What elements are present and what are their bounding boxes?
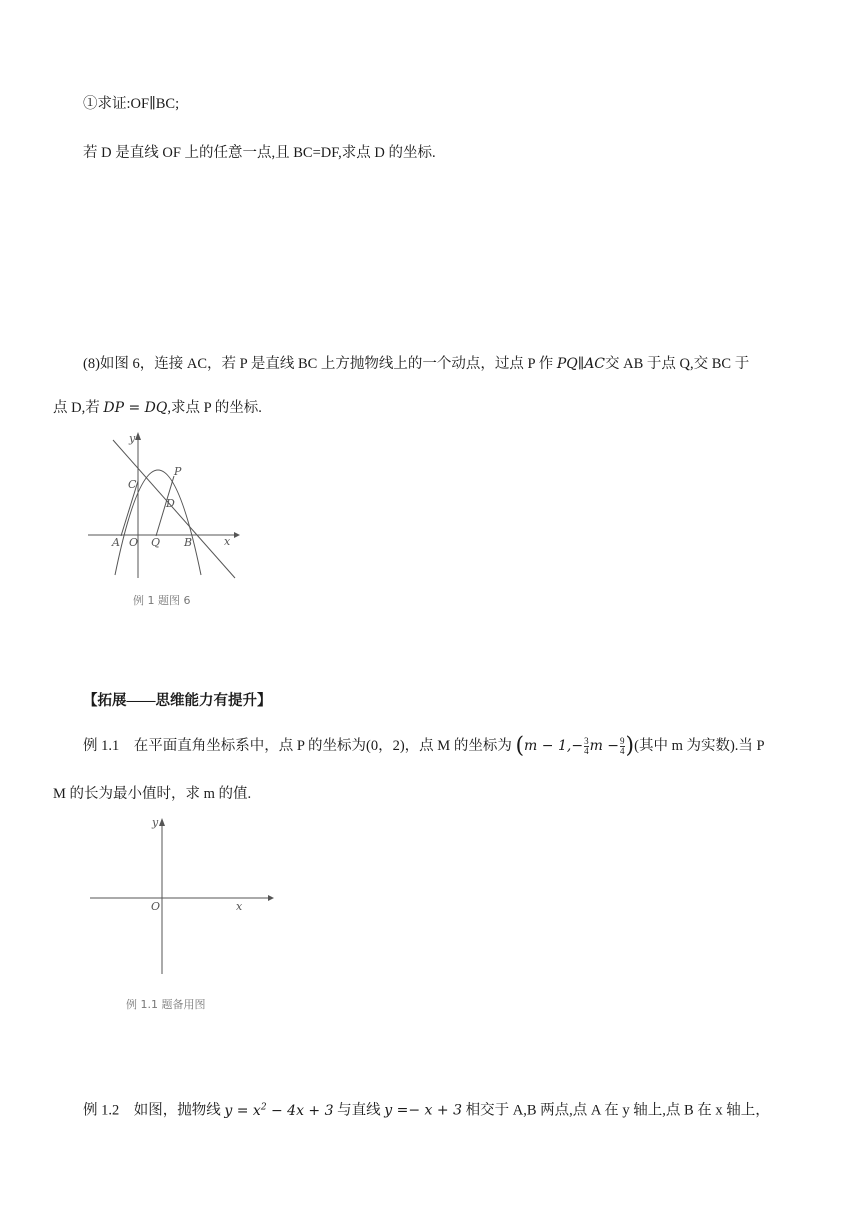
example-1-1-label: 例 1.1 (83, 738, 120, 754)
fig6-label-c: C (128, 478, 137, 491)
fig11-y-arrow (159, 818, 165, 826)
example-1-2-text-b: 与直线 (337, 1102, 381, 1119)
example-1-1-text-b: (其中 m 为实数).当 P (634, 738, 765, 754)
question-8-parallel-expr: PQ∥AC (556, 356, 606, 372)
fig6-label-q: Q (151, 536, 161, 549)
fig11-label-x: x (236, 900, 243, 913)
question-8-text-d: ,求点 P 的坐标. (167, 400, 262, 416)
paren-close: ) (625, 733, 635, 759)
figure-1-1-caption: 例 1.1 题备用图 (126, 998, 206, 1011)
fraction-nine-quarters: $\frac{9}{4}$ (620, 736, 625, 757)
line-equation: y =− x + 3 (384, 1102, 462, 1119)
example-1-1-line-2: M 的长为最小值时，求 m 的值. (53, 786, 252, 802)
question-8-text-a: (8)如图 6，连接 AC，若 P 是直线 BC 上方抛物线上的一个动点，过点 P 作 (83, 356, 554, 372)
fig11-label-o: O (151, 900, 161, 913)
example-1-1-text-a: 在平面直角坐标系中，点 P 的坐标为(0，2)，点 M 的坐标为 (133, 738, 512, 754)
fig6-x-arrow (234, 532, 240, 538)
parabola-equation: $y = x^2 - 4x + 3$ (224, 1102, 334, 1119)
figure-1-1-coordinate-axes (82, 810, 282, 980)
m-minus-1-expr: m − 1 (524, 738, 567, 754)
question-part-2: 若 D 是直线 OF 上的任意一点,且 BC=DF,求点 D 的坐标. (83, 145, 436, 161)
fig6-y-arrow (135, 432, 141, 440)
example-1-2-text-a: 如图，抛物线 (133, 1102, 221, 1119)
example-1-2-text-c: 相交于 A,B 两点,点 A 在 y 轴上,点 B 在 x 轴上， (465, 1102, 770, 1119)
example-1-1-line-1 (83, 733, 765, 759)
fig6-label-b: B (184, 536, 193, 549)
figure-6-parabola-diagram (88, 430, 238, 590)
question-8-equal-expr: DP = DQ (103, 400, 168, 416)
m-minus-expr: m − (589, 738, 620, 754)
question-8-line-1 (83, 354, 749, 374)
question-8-text-c: 点 D,若 (53, 400, 100, 416)
fraction-three-quarters: $\frac{3}{4}$ (584, 736, 589, 757)
fig6-label-a: A (112, 536, 120, 549)
question-8-line-2 (53, 398, 262, 418)
fig6-label-p: P (174, 465, 182, 478)
figure-6-caption: 例 1 题图 6 (133, 594, 191, 607)
example-1-2-line-1 (83, 1097, 770, 1121)
fig11-label-y: y (152, 816, 159, 829)
fig11-x-arrow (268, 895, 274, 901)
fig6-label-o: O (129, 536, 139, 549)
example-1-2-label: 例 1.2 (83, 1102, 120, 1119)
question-part-1 (83, 94, 179, 114)
question-8-text-b: 交 AB 于点 Q,交 BC 于 (605, 356, 750, 372)
fig6-label-y: y (129, 432, 136, 445)
extension-heading: 【拓展——思维能力有提升】 (83, 693, 272, 709)
coord-separator: ,− (566, 738, 584, 754)
fig6-label-d: D (166, 497, 175, 510)
paren-open: ( (515, 733, 525, 759)
question-part-1-text: 求证:OF∥BC; (97, 96, 180, 112)
fig6-label-x: x (224, 535, 231, 548)
circle-number-marker: ① (83, 96, 98, 112)
